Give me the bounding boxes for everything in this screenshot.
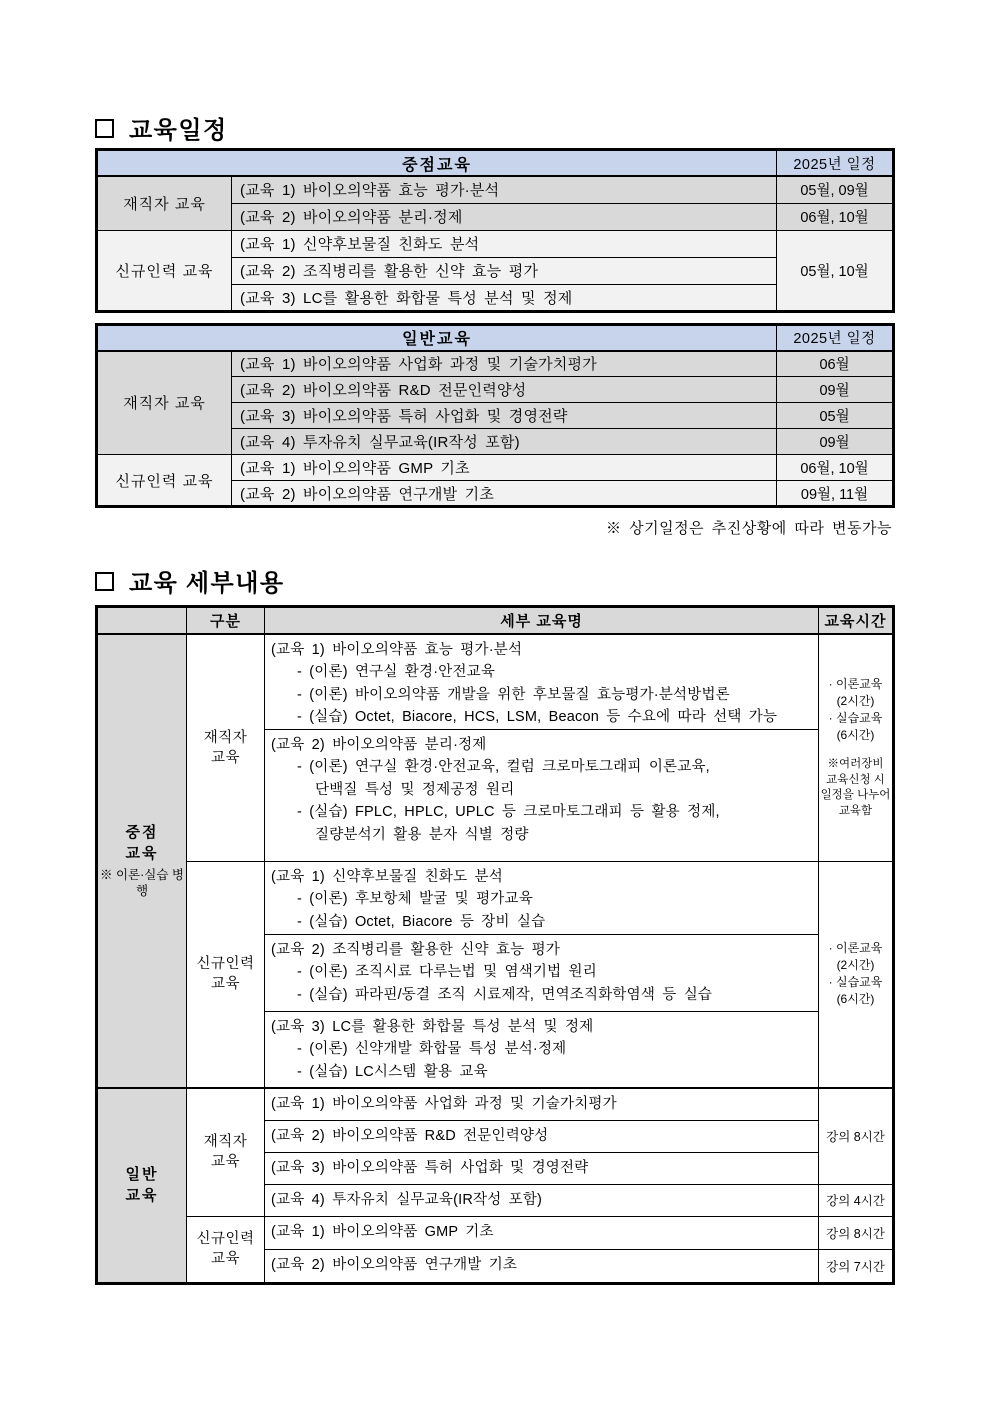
hours-note-line: 교육신청 시 [826,773,885,786]
category-note: ※ 이론·실습 병행 [100,868,184,899]
subcategory-line: 교육 [210,749,240,766]
course-line: (교육 2) 바이오의약품 연구개발 기초 [271,1257,518,1274]
subcategory-line: 교육 [210,976,240,993]
course-line: - (이론) 연구실 환경·안전교육 [297,664,496,680]
course-cell: (교육 2) 바이오의약품 분리·정제 [232,203,777,230]
course-detail-cell [265,729,819,861]
course-detail-cell [265,1184,819,1216]
header-hours-cell: 교육시간 [819,607,894,634]
header-empty-cell [97,607,187,634]
subcategory-line: 신규인력 [196,956,255,973]
course-detail-cell [265,1152,819,1184]
subcategory-cell-employee [187,1088,265,1216]
hours-line: · 이론교육 [828,677,883,691]
subcategory-line: 교육 [210,1154,240,1171]
date-cell: 06월, 10월 [777,203,894,230]
checkbox-icon [95,119,114,138]
section-title-text: 교육 세부내용 [129,570,285,597]
general-education-schedule-table [95,323,895,509]
hours-line: · 실습교육 [828,711,883,725]
course-line: - (실습) Octet, Biacore 등 장비 실습 [297,913,546,930]
category-cell-key [97,634,187,1089]
date-cell: 05월, 09월 [777,176,894,203]
date-cell: 09월 [777,377,894,403]
course-detail-cell [265,634,819,730]
date-cell: 05월 [777,403,894,429]
detail-table [95,605,895,1285]
course-line: - (이론) 연구실 환경·안전교육, 컬럼 크로마토그래피 이론교육, [297,759,710,775]
hours-note-line: ※여러장비 [827,758,884,770]
course-line: (교육 1) 신약후보물질 친화도 분석 [271,868,503,885]
course-cell: (교육 3) LC를 활용한 화합물 특성 분석 및 정제 [232,284,777,311]
hours-cell: 강의 8시간 [819,1088,894,1184]
group-label-cell: 신규인력 교육 [97,455,232,507]
key-education-schedule-table [95,148,895,313]
date-cell: 05월, 10월 [777,230,894,311]
course-cell: (교육 1) 바이오의약품 효능 평가·분석 [232,176,777,203]
date-cell: 09월 [777,429,894,455]
course-detail-cell [265,861,819,934]
course-cell: (교육 2) 바이오의약품 R&D 전문인력양성 [232,377,777,403]
course-detail-cell [265,1120,819,1152]
subcategory-line: 신규인력 [196,1231,255,1247]
course-cell: (교육 1) 바이오의약품 사업화 과정 및 기술가치평가 [232,351,777,377]
group-label-cell: 신규인력 교육 [97,230,232,311]
date-cell: 06월 [777,351,894,377]
subcategory-line: 재직자 [203,729,248,746]
course-line: (교육 2) 바이오의약품 R&D 전문인력양성 [271,1127,549,1144]
course-cell: (교육 4) 투자유치 실무교육(IR작성 포함) [232,429,777,455]
hours-cell: 강의 4시간 [819,1184,894,1216]
course-cell: (교육 2) 조직병리를 활용한 신약 효능 평가 [232,257,777,284]
course-line: - (이론) 신약개발 화합물 특성 분석·정제 [297,1041,567,1057]
year-header-cell: 2025년 일정 [777,324,894,351]
course-cell: (교육 1) 신약후보물질 친화도 분석 [232,230,777,257]
hours-note-line: 교육함 [838,804,873,817]
course-cell: (교육 3) 바이오의약품 특허 사업화 및 경영전략 [232,403,777,429]
table-title-cell: 중점교육 [97,150,777,177]
category-line: 교육 [125,1187,159,1205]
date-cell: 09월, 11월 [777,481,894,507]
course-line: (교육 1) 바이오의약품 사업화 과정 및 기술가치평가 [271,1096,617,1112]
course-line: - (이론) 바이오의약품 개발을 위한 후보물질 효능평가·분석방법론 [297,686,730,703]
course-line: (교육 4) 투자유치 실무교육(IR작성 포함) [271,1191,543,1208]
course-line: (교육 3) LC를 활용한 화합물 특성 분석 및 정제 [271,1018,594,1035]
course-detail-cell [265,1216,819,1249]
course-line: - (이론) 후보항체 발굴 및 평가교육 [297,891,533,907]
group-label-cell: 재직자 교육 [97,176,232,230]
category-line: 교육 [125,845,159,863]
hours-line: (6시간) [836,728,875,742]
course-cell: (교육 2) 바이오의약품 연구개발 기초 [232,481,777,507]
hours-line: · 이론교육 [828,941,883,956]
date-cell: 06월, 10월 [777,455,894,481]
course-line: - (실습) LC시스템 활용 교육 [297,1063,488,1080]
course-line: (교육 3) 바이오의약품 특허 사업화 및 경영전략 [271,1159,589,1176]
course-line: 질량분석기 활용 분자 식별 정량 [315,826,529,843]
header-category-cell: 구분 [187,607,265,634]
course-detail-cell [265,1088,819,1120]
course-line: (교육 1) 바이오의약품 GMP 기초 [271,1224,494,1241]
hours-cell [819,634,894,862]
hours-line: · 실습교육 [828,975,883,990]
course-line: (교육 1) 바이오의약품 효능 평가·분석 [271,641,523,658]
course-line: - (실습) 파라핀/동결 조직 시료제작, 면역조직화학염색 등 실습 [297,986,713,1003]
hours-note-line: 일정을 나누어 [820,789,891,801]
subcategory-cell-new [187,861,265,1088]
header-course-cell: 세부 교육명 [265,607,819,634]
schedule-change-note: ※ 상기일정은 추진상황에 따라 변동가능 [605,520,892,537]
course-line: 단백질 특성 및 정제공정 원리 [315,781,515,798]
hours-cell: 강의 8시간 [819,1216,894,1249]
course-line: - (실습) Octet, Biacore, HCS, LSM, Beacon 등 수요에 따라 선택 가능 [297,709,778,725]
subcategory-cell-new [187,1216,265,1283]
year-header-cell: 2025년 일정 [777,150,894,177]
category-line: 중점 [125,824,159,842]
subcategory-line: 교육 [210,1251,240,1267]
course-detail-cell [265,1249,819,1283]
document-content [95,112,892,1285]
section-title-text: 교육일정 [129,117,228,144]
hours-cell: 강의 7시간 [819,1249,894,1283]
course-detail-cell [265,934,819,1011]
hours-line: (2시간) [836,694,875,708]
table-title-cell: 일반교육 [97,324,777,351]
hours-line: (6시간) [836,992,875,1007]
hours-line: (2시간) [836,958,875,973]
course-cell: (교육 1) 바이오의약품 GMP 기초 [232,455,777,481]
detail-section-title [95,565,892,595]
course-line: (교육 2) 바이오의약품 분리·정제 [271,736,487,753]
category-cell-general [97,1088,187,1283]
hours-note [819,757,892,819]
checkbox-icon [95,572,114,591]
course-line: - (실습) FPLC, HPLC, UPLC 등 크로마토그래피 등 활용 정제, [297,804,720,820]
subcategory-line: 재직자 [203,1134,248,1151]
category-line: 일반 [125,1166,159,1184]
course-line: - (이론) 조직시료 다루는법 및 염색기법 원리 [297,964,597,980]
subcategory-cell-employee [187,634,265,862]
course-line: (교육 2) 조직병리를 활용한 신약 효능 평가 [271,941,561,958]
schedule-section-title [95,112,892,142]
group-label-cell: 재직자 교육 [97,351,232,455]
course-detail-cell [265,1011,819,1088]
hours-cell [819,861,894,1088]
